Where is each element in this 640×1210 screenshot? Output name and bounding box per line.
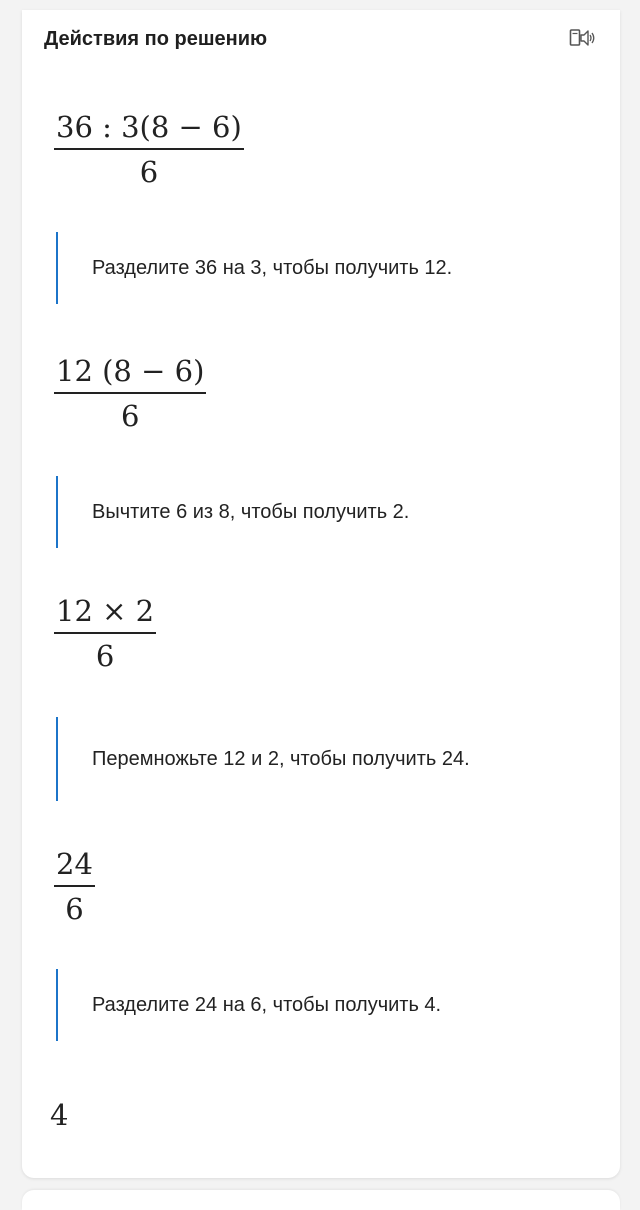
- expression-step-1: [54, 110, 244, 189]
- step-text: Разделите 24 на 6, чтобы получить 4.: [92, 993, 442, 1016]
- step-explanation-4: [56, 969, 598, 1041]
- step-explanation-3: [56, 717, 598, 801]
- expression-step-3: [54, 594, 156, 673]
- solution-steps-card: [22, 10, 620, 1178]
- step-text: Разделите 36 на 3, чтобы получить 12.: [92, 256, 453, 279]
- expression-step-2: [54, 354, 206, 433]
- step-explanation-2: [56, 476, 598, 548]
- step-text: Перемножьте 12 и 2, чтобы получить 24.: [92, 747, 470, 770]
- expression-denominator: 6: [65, 891, 84, 926]
- final-result: 4: [50, 1098, 69, 1132]
- expression-numerator: 12 × 2: [56, 594, 155, 628]
- expression-numerator: 36 : 3(8 − 6): [56, 110, 242, 144]
- expression-denominator: 6: [139, 154, 159, 189]
- step-text: Вычтите 6 из 8, чтобы получить 2.: [92, 500, 410, 523]
- expression-numerator: 24: [56, 847, 93, 881]
- next-card-edge: [22, 1190, 620, 1210]
- expression-denominator: 6: [95, 638, 115, 673]
- expression-numerator: 12 (8 − 6): [56, 354, 205, 388]
- step-explanation-1: [56, 232, 598, 304]
- section-title: Действия по решению: [44, 28, 268, 50]
- read-aloud-icon: [569, 27, 595, 49]
- expression-denominator: 6: [120, 398, 140, 433]
- read-aloud-button[interactable]: [568, 24, 596, 52]
- expression-step-4: [54, 847, 95, 926]
